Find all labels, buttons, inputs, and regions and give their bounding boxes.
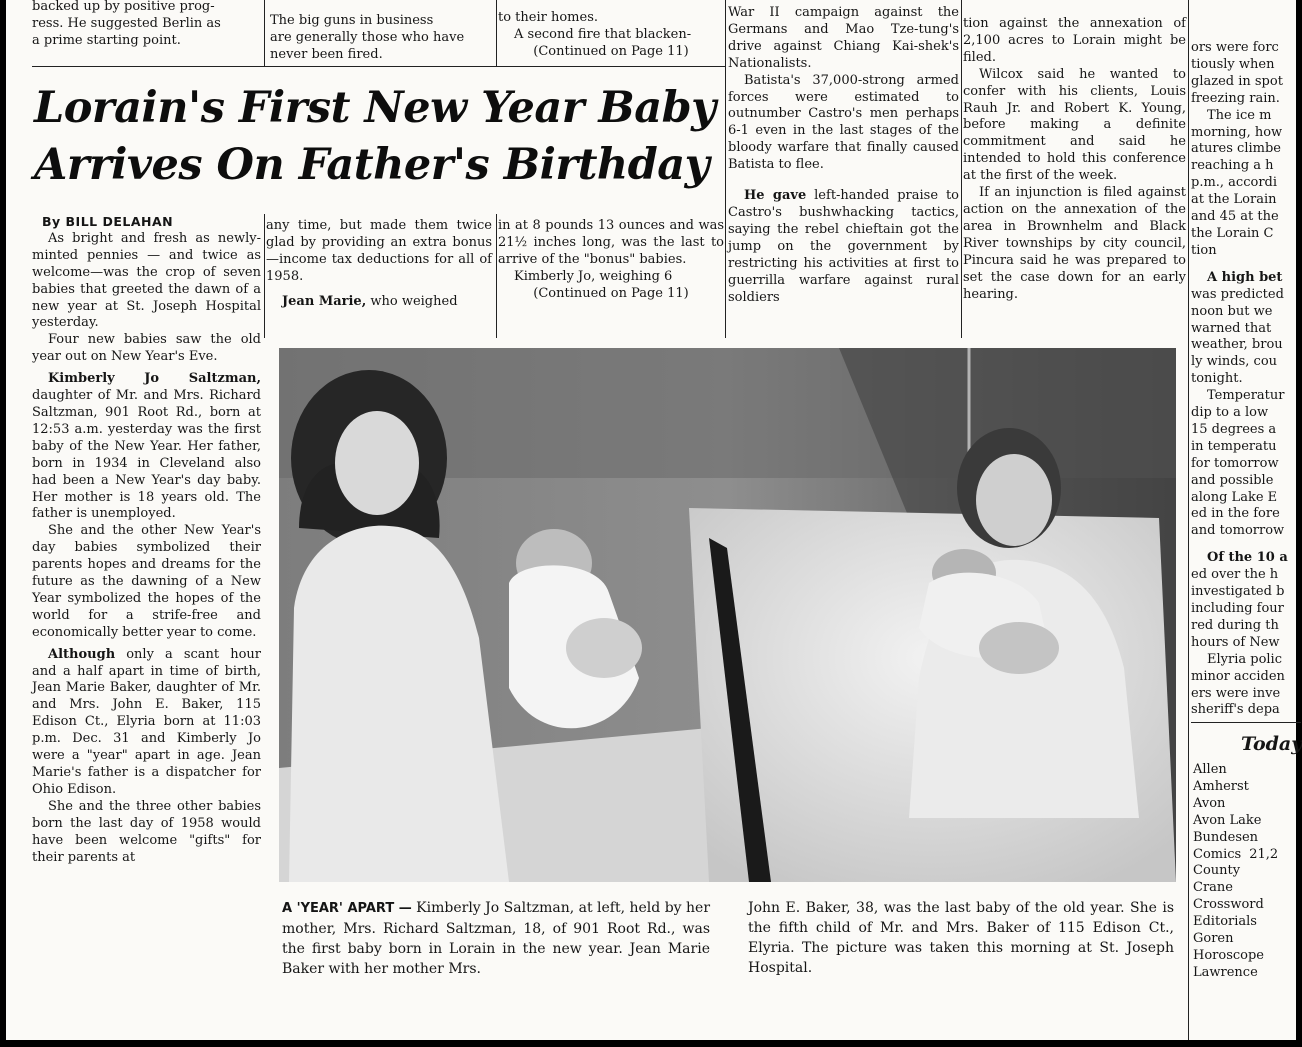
index-item: [1193, 914, 1301, 931]
weather-line: in temperatu: [1191, 438, 1277, 454]
paragraph-text: tion against the annexation of 2,100 acres to Lorain might be filed.: [963, 16, 1186, 65]
article-paragraph: [728, 5, 959, 73]
top-column-1: [32, 0, 264, 50]
weather-line: and tomorrow: [1191, 523, 1285, 539]
weather-line: minor acciden: [1191, 668, 1285, 684]
paragraph-text: daughter of Mr. and Mrs. Richard Saltzman, 901 Root Rd., born at 12:53 a.m. yesterday was the first baby of the New Year. Her father, born in 1934 in Cleveland also had been a New Year's day baby. Her mother is 18 years old. The father is unemployed.: [32, 388, 261, 522]
paragraph-text: She and the three other babies born the last day of 1958 would have been welcome "gifts" for their parents at: [32, 798, 261, 865]
paragraph-text: If an injunction is filed against action on the annexation of the area in Brownhelm and Black River townships by city council, Pincura said he was prepared to set the case down for an early hearing.: [963, 185, 1186, 302]
weather-line: and 45 at the: [1191, 209, 1279, 225]
paragraph-text: As bright and fresh as newly-minted pennies — and twice as welcome—was the crop of seven babies that greeted the dawn of a new year at St. Joseph Hospital yesterday.: [32, 230, 261, 331]
index-item: [1193, 779, 1301, 796]
news-photo: [279, 348, 1176, 882]
index-item-name: Amherst: [1193, 778, 1249, 794]
index-item: [1193, 762, 1301, 779]
index-item-name: Lawrence: [1193, 964, 1258, 980]
article-paragraph: [963, 16, 1186, 67]
top-column-3-line: to their homes.: [498, 10, 599, 25]
weather-rule: [1191, 722, 1301, 723]
photo-caption-left: [282, 898, 710, 979]
continued-note: (Continued on Page 11): [533, 285, 689, 301]
weather-line: A high bet: [1207, 269, 1283, 285]
weather-line: noon but we: [1191, 303, 1273, 319]
weather-line: Temperatur: [1207, 388, 1285, 404]
weather-line: dip to a low: [1191, 405, 1269, 421]
article-paragraph: [32, 647, 261, 799]
top-column-3-line: A second fire that blacken-: [514, 26, 692, 42]
index-item: [1193, 931, 1301, 948]
index-item-name: Comics: [1193, 846, 1242, 862]
weather-line: investigated b: [1191, 584, 1285, 600]
index-item: [1193, 897, 1301, 914]
weather-line: glazed in spot: [1191, 73, 1283, 89]
column-rule: [496, 0, 497, 66]
weather-line: The ice m: [1207, 107, 1272, 123]
photo-caption-right: [748, 898, 1174, 978]
weather-line: hours of New: [1191, 634, 1280, 650]
article-paragraph: [32, 332, 261, 366]
weather-line: freezing rain.: [1191, 90, 1280, 106]
weather-line: weather, brou: [1191, 337, 1283, 353]
weather-line: ed in the fore: [1191, 506, 1280, 522]
weather-line: along Lake E: [1191, 489, 1278, 505]
top-column-1-line: ress. He suggested Berlin as: [32, 15, 221, 31]
index-item: [1193, 813, 1301, 830]
article-paragraph: [498, 218, 724, 269]
weather-line: reaching a h: [1191, 158, 1274, 174]
top-column-2-line: The big guns in business: [270, 13, 434, 28]
castro-column: [728, 5, 959, 306]
wilcox-column: [963, 16, 1186, 303]
index-item-page: 21,2: [1249, 846, 1279, 862]
paragraph-text: Batista's 37,000-strong armed forces were estimated to outnumber Castro's men perhaps 6-1 even in the last stages of the bloody warfare that finally caused Batista to flee.: [728, 72, 959, 173]
caption-text: John E. Baker, 38, was the last baby of the old year. She is the fifth child of Mr. and Mrs. Baker of 115 Edison Ct., Elyria. The picture was taken this morning at St. Joseph Hospital.: [748, 900, 1174, 976]
weather-column: [1191, 40, 1301, 719]
index-item-name: Horoscope: [1193, 947, 1264, 963]
weather-line: including four: [1191, 601, 1284, 616]
weather-line: p.m., accordi: [1191, 175, 1278, 191]
paragraph-text: She and the other New Year's day babies symbolized their parents hopes and dreams for the future as the dawning of a New Year symbolized the hopes of the world for a strife-free and economically better year to come.: [32, 523, 261, 640]
weather-line: for tomorrow: [1191, 455, 1279, 471]
paragraph-text: only a scant hour and a half apart in time of birth, Jean Marie Baker, daughter of Mr. and Mrs. John E. Baker, 115 Edison Ct., Elyria born at 11:03 p.m. Dec. 31 and Kimberly Jo were a "year" apart in age. Jean Marie's father is a dispatcher for Ohio Edison.: [32, 646, 261, 797]
weather-line: morning, how: [1191, 124, 1283, 140]
article-paragraph: [32, 799, 261, 867]
column-rule: [1188, 0, 1189, 1040]
index-item-name: Crane: [1193, 880, 1233, 896]
index-item: [1193, 965, 1301, 982]
column-rule: [264, 214, 265, 338]
top-rule: [32, 66, 725, 67]
column-rule: [961, 0, 962, 338]
weather-line: the Lorain C: [1191, 225, 1274, 241]
weather-line: ed over the h: [1191, 567, 1279, 583]
today-title: Today: [1241, 733, 1302, 755]
continued-note: (Continued on Page 11): [533, 43, 689, 59]
index-item: [1193, 847, 1301, 864]
paragraph-text: in at 8 pounds 13 ounces and was 21½ inches long, was the last to arrive of the "bonus" babies.: [498, 218, 724, 267]
column-rule: [496, 214, 497, 338]
paragraph-lead: Kimberly Jo Saltzman,: [48, 371, 261, 387]
article-column-2: [266, 218, 492, 311]
headline-line-2: Arrives On Father's Birthday: [34, 140, 710, 190]
paragraph-lead: Although: [48, 646, 116, 662]
article-paragraph: [266, 294, 492, 311]
paragraph-text: any time, but made them twice glad by providing an extra bonus—income tax deductions for all of 1958.: [266, 218, 492, 284]
index-item-name: Crossword: [1193, 897, 1264, 913]
article-paragraph: [963, 185, 1186, 303]
index-item-name: Goren: [1193, 931, 1234, 947]
article-column-1: [32, 214, 261, 866]
column-rule: [725, 0, 726, 338]
headline-line-1: Lorain's First New Year Baby: [34, 83, 716, 133]
weather-line: red during th: [1191, 617, 1279, 633]
paragraph-text: left-handed praise to Castro's bushwhacking tactics, saying the rebel chieftain got the jump on the government by restricting his activities at first to guerrilla warfare against rural soldiers: [728, 188, 959, 305]
paragraph-text: who weighed: [366, 293, 458, 309]
article-paragraph: [498, 269, 724, 286]
weather-line: Of the 10 a: [1207, 550, 1288, 566]
weather-line: was predicted: [1191, 286, 1284, 302]
weather-line: 15 degrees a: [1191, 421, 1277, 437]
weather-line: tiously when: [1191, 56, 1275, 72]
index-item-name: Avon Lake: [1193, 812, 1262, 828]
index-item: [1193, 796, 1301, 813]
weather-line: ly winds, cou: [1191, 354, 1278, 370]
weather-line: ors were forc: [1191, 40, 1279, 55]
weather-line: and possible: [1191, 472, 1274, 488]
newspaper-page: [6, 0, 1302, 1040]
paragraph-lead: Jean Marie,: [282, 293, 367, 309]
top-column-1-line: a prime starting point.: [32, 32, 181, 48]
index-item-name: Avon: [1193, 795, 1226, 811]
caption-text: [282, 898, 710, 979]
top-column-1-line: backed up by positive prog-: [32, 0, 215, 14]
byline: By BILL DELAHAN: [42, 214, 174, 229]
today-index: [1193, 732, 1301, 982]
article-paragraph: [32, 231, 261, 332]
index-item: [1193, 948, 1301, 965]
paragraph-text: Four new babies saw the old year out on New Year's Eve.: [32, 332, 261, 365]
index-item-name: Bundesen: [1193, 829, 1259, 845]
headline: [34, 80, 724, 194]
weather-line: atures climbe: [1191, 141, 1281, 157]
caption-body: Kimberly Jo Saltzman, at left, held by her mother, Mrs. Richard Saltzman, 18, of 901 Root Rd., was the first baby born in Lorain in the new year. Jean Marie Baker with her mother Mrs.: [282, 900, 711, 977]
article-paragraph: [728, 188, 959, 306]
weather-line: tion: [1191, 242, 1217, 258]
weather-line: Elyria polic: [1207, 651, 1282, 667]
index-item: [1193, 863, 1301, 880]
weather-line: at the Lorain: [1191, 192, 1277, 208]
paragraph-text: Kimberly Jo, weighing 6: [514, 268, 673, 284]
article-column-3: [498, 218, 724, 303]
paragraph-lead: He gave: [744, 188, 807, 204]
index-item-name: County: [1193, 863, 1241, 879]
index-item: [1193, 880, 1301, 897]
weather-line: warned that: [1191, 320, 1272, 336]
article-paragraph: [32, 371, 261, 523]
weather-line: ers were inve: [1191, 685, 1281, 701]
paragraph-text: Wilcox said he wanted to confer with his clients, Louis Rauh Jr. and Robert K. Young, before making a definite commitment and said he intended to hold this conference at the first of the week.: [963, 66, 1186, 184]
top-column-2-line: never been fired.: [270, 46, 383, 62]
article-paragraph: [963, 67, 1186, 185]
weather-line: tonight.: [1191, 371, 1243, 387]
index-item: [1193, 830, 1301, 847]
paragraph-text: War II campaign against the Germans and Mao Tze-tung's drive against Chiang Kai-shek's Nationalists.: [728, 5, 959, 71]
article-paragraph: [266, 218, 492, 286]
index-list: [1193, 762, 1301, 982]
index-item-name: Editorials: [1193, 914, 1257, 930]
article-paragraph: [32, 523, 261, 641]
mothers-and-babies-photo: [279, 348, 1176, 882]
column-rule: [264, 0, 265, 66]
index-item-name: Allen: [1193, 762, 1227, 777]
weather-line: sheriff's depa: [1191, 702, 1280, 718]
caption-lead: A 'YEAR' APART —: [282, 901, 412, 916]
top-column-2: [270, 13, 496, 64]
top-column-3: [498, 10, 724, 61]
top-column-2-line: are generally those who have: [270, 29, 465, 45]
article-paragraph: [728, 73, 959, 174]
